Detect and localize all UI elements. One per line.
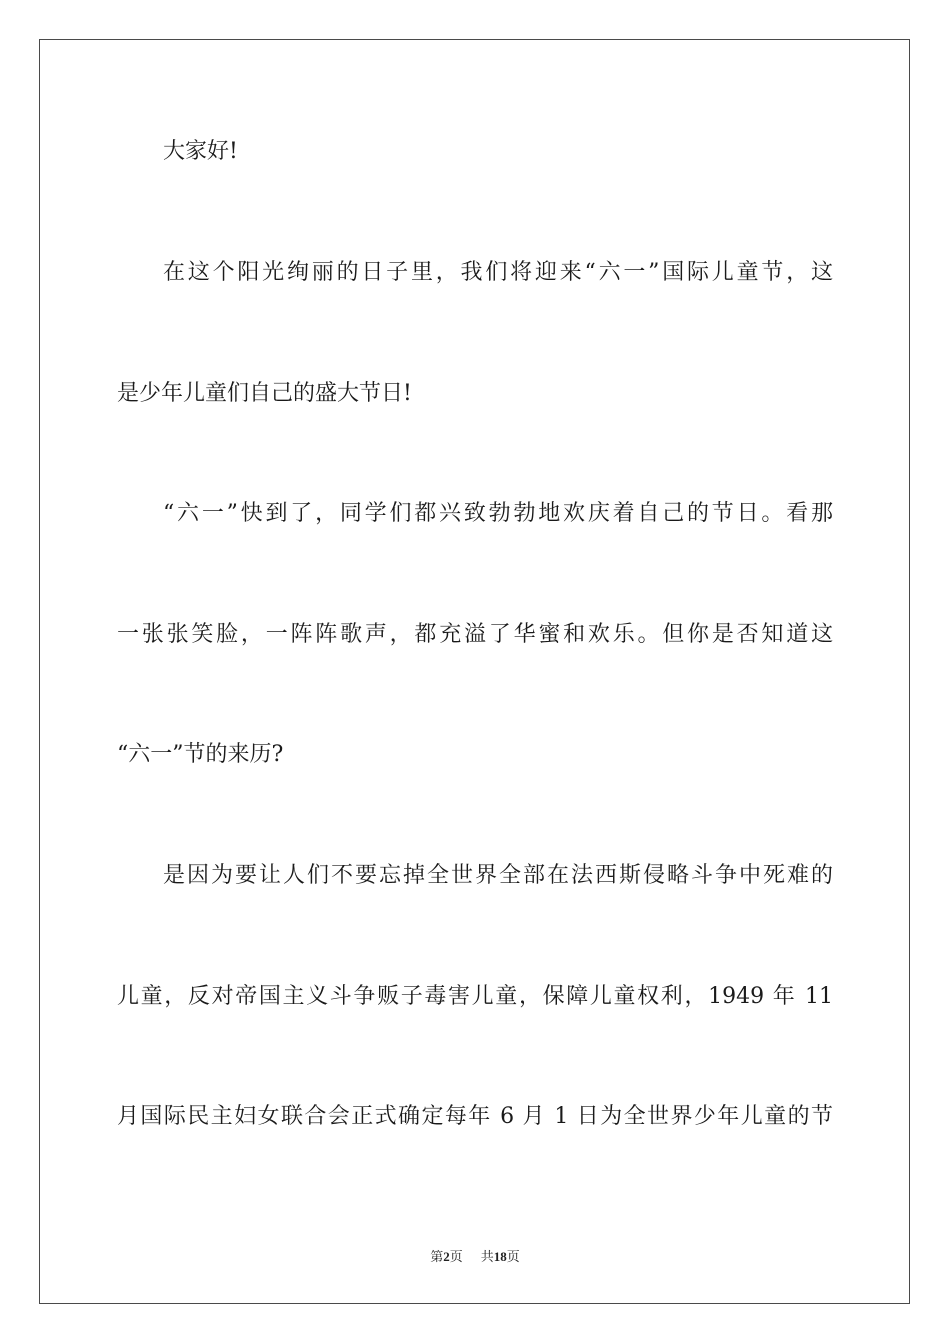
paragraph-line: 在这个阳光绚丽的日子里，我们将迎来“六一”国际儿童节，这 <box>163 260 833 285</box>
paragraph-line: “六一”节的来历? <box>117 742 284 767</box>
paragraph-line: 月国际民主妇女联合会正式确定每年 6 月 1 日为全世界少年儿童的节 <box>117 1104 833 1129</box>
page-prefix: 第 <box>430 1249 444 1264</box>
total-pages: 18 <box>493 1249 507 1264</box>
paragraph-line: “六一”快到了，同学们都兴致勃勃地欢庆着自己的节日。看那 <box>163 501 833 526</box>
paragraph-line: 是因为要让人们不要忘掉全世界全部在法西斯侵略斗争中死难的 <box>163 863 833 888</box>
greeting-line: 大家好! <box>163 139 238 164</box>
total-suffix: 页 <box>506 1249 520 1264</box>
total-prefix: 共 <box>480 1249 494 1264</box>
page-suffix: 页 <box>449 1249 463 1264</box>
page-footer <box>0 1248 950 1266</box>
page-number: 2 <box>443 1249 450 1264</box>
paragraph-line: 是少年儿童们自己的盛大节日! <box>117 381 412 406</box>
paragraph-line: 儿童，反对帝国主义斗争贩子毒害儿童，保障儿童权利，1949 年 11 <box>117 984 833 1009</box>
paragraph-line: 一张张笑脸，一阵阵歌声，都充溢了华蜜和欢乐。但你是否知道这 <box>117 622 833 647</box>
